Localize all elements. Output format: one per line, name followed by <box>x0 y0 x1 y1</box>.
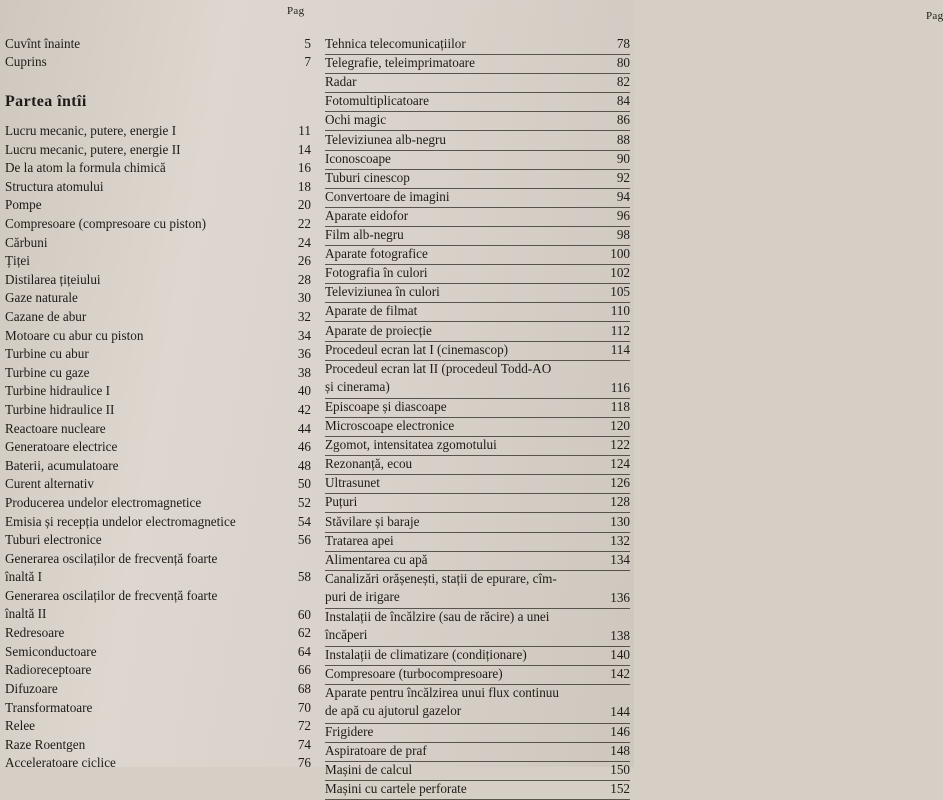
entry-title: Turbine hidraulice II <box>5 402 115 417</box>
part-heading: Partea întîi <box>5 93 87 110</box>
entry-page-number: 122 <box>610 437 630 453</box>
entry-title: Televiziunea în culori <box>325 284 440 300</box>
entry-title: Structura atomului <box>5 178 104 194</box>
entry-title: Convertoare de imagini <box>325 188 450 204</box>
entry-title: Țiței <box>5 253 30 269</box>
entry-page-number: 22 <box>297 216 311 231</box>
toc-entry <box>325 283 630 301</box>
toc-entry <box>325 493 630 511</box>
entry-title: Fotografia în culori <box>325 265 428 281</box>
entry-title: Mașini cu cartele perforate <box>325 780 467 796</box>
toc-entry <box>325 608 630 644</box>
toc-entry <box>5 717 311 735</box>
entry-title: Compresoare (compresoare cu piston) <box>5 216 207 231</box>
toc-entry <box>325 169 630 187</box>
toc-entry <box>325 188 630 206</box>
entry-title: Fotomultiplicatoare <box>325 93 430 109</box>
toc-entry <box>5 736 311 754</box>
entry-title: Baterii, acumulatoare <box>5 457 119 473</box>
entry-page-number: 58 <box>297 569 311 585</box>
entry-page-number: 54 <box>297 513 311 529</box>
entry-title: Compresoare (turbocompresoare) <box>325 666 503 682</box>
entry-page-number: 48 <box>297 457 311 473</box>
entry-title: Emisia și recepția undelor electromagnetice <box>5 513 236 529</box>
toc-entry <box>325 398 630 416</box>
toc-entry <box>325 474 630 492</box>
entry-title: Semiconductoare <box>5 643 97 659</box>
entry-page-number: 114 <box>610 341 630 357</box>
entry-page-number: 16 <box>297 160 311 176</box>
toc-entry <box>325 131 630 149</box>
toc-entry <box>5 289 311 307</box>
toc-entry <box>325 302 630 320</box>
toc-entry <box>5 327 311 345</box>
toc-entry <box>5 122 311 140</box>
entry-title: Cărbuni <box>5 234 48 250</box>
toc-entry <box>325 532 630 550</box>
entry-page-number: 86 <box>616 112 630 128</box>
entry-title-continued: de apă cu ajutorul gazelor <box>325 703 462 719</box>
entry-title: Episcoape și diascoape <box>325 398 447 414</box>
toc-entry <box>5 420 311 438</box>
entry-title: De la atom la formula chimică <box>5 160 166 176</box>
entry-page-number: 140 <box>610 647 630 663</box>
entry-page-number: 118 <box>610 398 630 414</box>
entry-page-number: 46 <box>297 439 311 455</box>
toc-entry <box>5 215 311 233</box>
toc-entry <box>325 322 630 340</box>
entry-page-number: 128 <box>610 494 630 510</box>
entry-page-number: 62 <box>297 625 311 641</box>
toc-entry <box>5 699 311 717</box>
toc-entry <box>5 643 311 661</box>
entry-title: Reactoare nucleare <box>5 420 106 436</box>
entry-title: Tuburi electronice <box>5 532 102 548</box>
toc-entry <box>325 264 630 282</box>
toc-entry <box>325 207 630 225</box>
entry-page-number: 42 <box>297 402 311 417</box>
toc-entry <box>5 494 311 512</box>
entry-page-number: 18 <box>297 178 311 194</box>
entry-title: Rezonanță, ecou <box>325 456 413 472</box>
entry-title: Generatoare electrice <box>5 439 118 455</box>
toc-entry <box>5 401 311 419</box>
entry-title: Turbine cu gaze <box>5 364 90 380</box>
entry-title-continued: puri de irigare <box>325 588 400 604</box>
entry-title: Gaze naturale <box>5 290 78 306</box>
entry-page-number: 52 <box>297 495 311 510</box>
toc-entry <box>325 513 630 531</box>
entry-title: Puțuri <box>325 494 358 510</box>
toc-entry <box>325 436 630 454</box>
entry-page-number: 142 <box>610 666 630 682</box>
entry-page-number: 38 <box>297 364 311 380</box>
entry-page-number: 78 <box>616 36 630 51</box>
page-column-label: Pag <box>287 5 305 17</box>
entry-title-continued: înaltă II <box>5 606 47 621</box>
entry-page-number: 94 <box>616 188 630 204</box>
entry-title: Aparate pentru încălzirea unui flux continuu <box>325 685 559 701</box>
entry-page-number: 100 <box>610 246 630 262</box>
entry-title: Televiziunea alb-negru <box>325 131 446 147</box>
entry-page-number: 32 <box>297 309 311 324</box>
entry-page-number: 116 <box>610 379 630 395</box>
entry-title: Radar <box>325 74 357 90</box>
toc-entry <box>325 570 630 606</box>
entry-title: Curent alternativ <box>5 476 94 492</box>
entry-title: Lucru mecanic, putere, energie II <box>5 141 181 157</box>
entry-title: Canalizări orășenești, stații de epurare, cîm- <box>325 570 557 586</box>
entry-title: Instalații de climatizare (condiționare) <box>325 647 527 663</box>
toc-entry <box>5 550 311 586</box>
entry-page-number: 134 <box>610 551 630 567</box>
toc-entry <box>5 754 311 772</box>
entry-title-continued: și cinerama) <box>325 378 390 394</box>
entry-title: Turbine cu abur <box>5 346 89 362</box>
toc-entry <box>325 417 630 435</box>
toc-entry <box>5 178 311 196</box>
entry-page-number: 132 <box>610 532 630 548</box>
toc-entry <box>325 761 630 779</box>
entry-page-number: 60 <box>297 606 311 622</box>
toc-entry <box>325 245 630 263</box>
entry-page-number: 102 <box>610 265 630 281</box>
toc-entry <box>5 364 311 382</box>
entry-title: Radioreceptoare <box>5 662 92 678</box>
entry-page-number: 84 <box>616 93 630 109</box>
entry-page-number: 72 <box>297 718 311 734</box>
entry-title: Aparate de filmat <box>325 303 418 319</box>
entry-page-number: 112 <box>610 322 630 338</box>
entry-title: Alimentarea cu apă <box>325 551 428 567</box>
entry-title: Aparate de proiecție <box>325 322 432 338</box>
entry-title: Ochi magic <box>325 112 387 128</box>
toc-entry <box>5 141 311 159</box>
toc-entry <box>5 35 311 53</box>
toc-entry <box>5 624 311 642</box>
entry-title: Procedeul ecran lat II (procedeul Todd-AO <box>325 360 552 376</box>
entry-page-number: 7 <box>304 54 311 69</box>
entry-page-number: 92 <box>616 169 630 185</box>
entry-page-number: 144 <box>610 704 630 720</box>
toc-entry <box>5 345 311 363</box>
entry-title: Generarea oscilaților de frecvență foarte <box>5 550 218 566</box>
toc-entry <box>325 54 630 72</box>
toc-entry <box>325 646 630 664</box>
entry-page-number: 76 <box>297 755 311 771</box>
entry-page-number: 68 <box>297 681 311 696</box>
entry-page-number: 64 <box>297 643 311 659</box>
entry-page-number: 24 <box>297 234 311 250</box>
toc-entry <box>325 780 630 798</box>
entry-title: Relee <box>5 718 36 734</box>
toc-entry <box>5 196 311 214</box>
entry-title: Tratarea apei <box>325 532 394 548</box>
entry-title: Film alb-negru <box>325 227 404 242</box>
toc-entry <box>5 234 311 252</box>
entry-title: Cazane de abur <box>5 309 87 324</box>
toc-entry <box>5 159 311 177</box>
toc-entry <box>5 680 311 698</box>
toc-entry <box>325 35 630 53</box>
entry-page-number: 40 <box>297 383 311 399</box>
toc-entry <box>325 551 630 569</box>
entry-page-number: 124 <box>610 456 630 472</box>
entry-title: Mașini de calcul <box>325 761 413 777</box>
entry-page-number: 30 <box>297 290 311 306</box>
entry-title: Generarea oscilaților de frecvență foarte <box>5 588 218 603</box>
entry-title: Aspiratoare de praf <box>325 742 427 758</box>
entry-title: Cuvînt înainte <box>5 36 81 51</box>
entry-title: Pompe <box>5 197 42 213</box>
entry-page-number: 44 <box>297 420 311 436</box>
entry-title: Stăvilare și baraje <box>325 513 420 529</box>
entry-page-number: 110 <box>610 303 630 319</box>
entry-page-number: 70 <box>297 699 311 715</box>
toc-entry <box>325 111 630 129</box>
entry-title: Aparate eidofor <box>325 207 409 223</box>
entry-page-number: 152 <box>610 780 630 796</box>
entry-title: Tehnica telecomunicațiilor <box>325 36 466 51</box>
entry-page-number: 88 <box>616 131 630 147</box>
entry-title: Microscoape electronice <box>325 418 455 433</box>
entry-title: Ultrasunet <box>325 475 380 491</box>
toc-entry <box>325 150 630 168</box>
entry-page-number: 74 <box>297 736 311 752</box>
entry-title: Iconoscoape <box>325 150 391 166</box>
entry-page-number: 130 <box>610 513 630 529</box>
entry-page-number: 28 <box>297 271 311 287</box>
entry-title: Raze Roentgen <box>5 736 86 752</box>
entry-title: Lucru mecanic, putere, energie I <box>5 123 177 138</box>
entry-title: Redresoare <box>5 625 65 641</box>
entry-page-number: 80 <box>616 55 630 71</box>
toc-entry <box>5 308 311 326</box>
toc-entry <box>5 382 311 400</box>
toc-entry <box>5 531 311 549</box>
entry-title: Distilarea țițeiului <box>5 271 101 287</box>
entry-page-number: 66 <box>297 662 311 678</box>
entry-title: Procedeul ecran lat I (cinemascop) <box>325 341 509 357</box>
toc-entry <box>325 684 630 720</box>
entry-page-number: 126 <box>610 475 630 491</box>
entry-page-number: 146 <box>610 723 630 739</box>
entry-page-number: 150 <box>610 761 630 777</box>
entry-title: Tuburi cinescop <box>325 169 410 185</box>
toc-entry <box>325 723 630 741</box>
page-column-label: Pag <box>926 10 943 22</box>
toc-entry <box>325 73 630 91</box>
entry-page-number: 96 <box>616 207 630 223</box>
entry-page-number: 26 <box>297 253 311 269</box>
entry-title: Difuzoare <box>5 681 58 696</box>
toc-entry <box>5 661 311 679</box>
toc-entry <box>5 513 311 531</box>
entry-page-number: 11 <box>298 123 311 138</box>
entry-title: Telegrafie, teleimprimatoare <box>325 55 475 71</box>
entry-title: Aparate fotografice <box>325 246 428 262</box>
toc-entry <box>325 92 630 110</box>
entry-page-number: 105 <box>610 284 630 300</box>
entry-page-number: 50 <box>297 476 311 492</box>
toc-entry <box>325 665 630 683</box>
entry-title: Acceleratoare ciclice <box>5 755 116 771</box>
toc-entry <box>325 742 630 760</box>
entry-page-number: 138 <box>610 628 630 644</box>
entry-title: Producerea undelor electromagnetice <box>5 495 202 510</box>
entry-page-number: 148 <box>610 742 630 758</box>
entry-page-number: 136 <box>610 589 630 605</box>
entry-title: Zgomot, intensitatea zgomotului <box>325 437 497 453</box>
entry-page-number: 14 <box>297 141 311 157</box>
entry-page-number: 36 <box>297 346 311 362</box>
entry-title: Instalații de încălzire (sau de răcire) a unei <box>325 609 550 624</box>
toc-entry <box>325 455 630 473</box>
entry-page-number: 5 <box>304 36 311 51</box>
toc-entry <box>5 252 311 270</box>
toc-entry <box>5 438 311 456</box>
toc-entry <box>5 271 311 289</box>
entry-title: Frigidere <box>325 723 374 739</box>
entry-page-number: 82 <box>616 74 630 90</box>
entry-title: Cuprins <box>5 54 47 69</box>
toc-entry <box>325 226 630 244</box>
entry-page-number: 98 <box>616 227 630 242</box>
toc-entry <box>325 360 630 396</box>
entry-title: Motoare cu abur cu piston <box>5 327 144 343</box>
entry-page-number: 120 <box>610 418 630 433</box>
entry-page-number: 56 <box>297 532 311 548</box>
entry-title-continued: încăperi <box>325 627 368 642</box>
entry-page-number: 20 <box>297 197 311 213</box>
toc-entry <box>5 587 311 623</box>
entry-page-number: 90 <box>616 150 630 166</box>
entry-title: Turbine hidraulice I <box>5 383 110 399</box>
toc-entry <box>325 341 630 359</box>
entry-title-continued: înaltă I <box>5 568 42 584</box>
entry-title: Transformatoare <box>5 699 93 715</box>
entry-page-number: 34 <box>297 327 311 343</box>
toc-entry <box>5 53 311 71</box>
toc-entry <box>5 457 311 475</box>
toc-entry <box>5 475 311 493</box>
